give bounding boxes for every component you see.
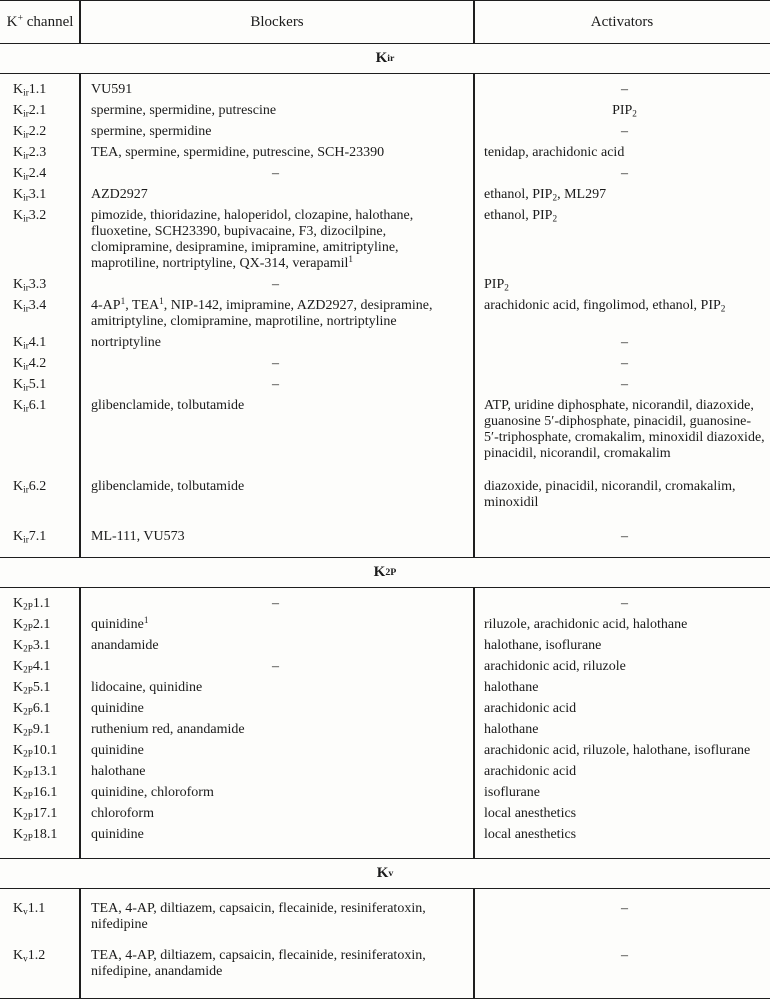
channel-cell: $K_{ir}6.1$ xyxy=(13,397,47,414)
table-row xyxy=(0,526,770,547)
activators-cell: – xyxy=(621,528,628,544)
blockers-cell: pimozide, thioridazine, haloperidol, clozapine, halothane, fluoxetine, SCH23390, bupivacaine, F3, dizocilpine, clomipramine, desipramine, imipramine, amitriptyline, maprotiline, nortriptyline, QX-314, verapamil$^1$ xyxy=(91,207,414,271)
channel-cell: $K_{2P}13.1$ xyxy=(13,763,58,780)
column-header-activators: Activators xyxy=(590,13,654,30)
blockers-cell: – xyxy=(272,376,279,392)
table-row xyxy=(0,894,770,941)
table-row xyxy=(0,656,770,677)
channel-cell: $K_{ir}1.1$ xyxy=(13,81,47,98)
activators-cell: ethanol, $PIP_2$, ML297 xyxy=(484,186,607,203)
channel-cell: $K_{ir}6.2$ xyxy=(13,478,47,495)
activators-cell: arachidonic acid, riluzole xyxy=(484,658,626,674)
section-header: K 2P xyxy=(0,558,770,588)
blockers-cell: – xyxy=(272,595,279,611)
activators-cell: – xyxy=(621,901,628,916)
blockers-cell: spermine, spermidine, putrescine xyxy=(91,102,277,118)
blockers-cell: AZD2927 xyxy=(91,186,148,202)
channel-cell: $K_{ir}4.1$ xyxy=(13,334,47,351)
activators-cell: – xyxy=(621,376,628,392)
activators-cell: $PIP_2$ xyxy=(484,276,509,293)
table-row xyxy=(0,824,770,845)
section-header: K ir xyxy=(0,44,770,74)
activators-cell: local anesthetics xyxy=(484,826,577,842)
table-row xyxy=(0,295,770,332)
activators-cell: ATP, uridine diphosphate, nicorandil, diazoxide, guanosine 5′-diphosphate, pinacidil, guanosine-5′-triphosphate, cromakalim, minoxidil diazoxide, pinacidil, nicorandil, cromakalim xyxy=(484,397,765,461)
activators-cell: – xyxy=(621,81,628,97)
channel-cell: $K_{2P}6.1$ xyxy=(13,700,51,717)
blockers-cell: quinidine xyxy=(91,742,144,758)
table-row xyxy=(0,353,770,374)
channel-cell: $K_{2P}2.1$ xyxy=(13,616,51,633)
channel-cell: $K_{ir}2.2$ xyxy=(13,123,47,140)
activators-cell: – xyxy=(621,355,628,371)
blockers-cell: quinidine, chloroform xyxy=(91,784,214,800)
table-row xyxy=(0,677,770,698)
activators-cell: arachidonic acid xyxy=(484,700,577,716)
table-row xyxy=(0,698,770,719)
activators-cell: riluzole, arachidonic acid, halothane xyxy=(484,616,688,632)
channel-cell: $K_{2P}10.1$ xyxy=(13,742,58,759)
table-row xyxy=(0,184,770,205)
activators-cell: – xyxy=(621,165,628,181)
blockers-cell: – xyxy=(272,165,279,181)
activators-cell: arachidonic acid, riluzole, halothane, isoflurane xyxy=(484,742,751,758)
channel-cell: $K_{2P}5.1$ xyxy=(13,679,51,696)
table-row xyxy=(0,719,770,740)
blockers-cell: halothane xyxy=(91,763,146,779)
blockers-cell: TEA, spermine, spermidine, putrescine, SCH-23390 xyxy=(91,144,385,160)
table-row xyxy=(0,142,770,163)
table-sections xyxy=(0,44,770,999)
activators-cell: ethanol, $PIP_2$ xyxy=(484,207,558,224)
channel-cell: $K_{ir}2.4$ xyxy=(13,165,47,182)
channel-cell: $K_{ir}3.3$ xyxy=(13,276,47,293)
blockers-cell: glibenclamide, tolbutamide xyxy=(91,397,245,413)
channel-cell: $K_v1.1$ xyxy=(13,901,46,917)
activators-cell: halothane, isoflurane xyxy=(484,637,602,653)
channel-cell: $K_{ir}4.2$ xyxy=(13,355,47,372)
table-row xyxy=(0,614,770,635)
table-row xyxy=(0,782,770,803)
blockers-cell: lidocaine, quinidine xyxy=(91,679,203,695)
table-header-row xyxy=(0,1,770,44)
channel-cell: $K_{2P}3.1$ xyxy=(13,637,51,654)
blockers-cell: TEA, 4-AP, diltiazem, capsaicin, flecainide, resiniferatoxin, nifedipine xyxy=(91,901,426,932)
table-row xyxy=(0,274,770,295)
column-header-channel: K+ channel xyxy=(6,12,74,30)
table-row xyxy=(0,635,770,656)
blockers-cell: $4-AP^1$, TEA$^1$, NIP-142, imipramine, AZD2927, desipramine, amitriptyline, clomipramine, maprotiline, nortriptyline xyxy=(91,295,433,329)
table-row xyxy=(0,395,770,464)
activators-cell: diazoxide, pinacidil, nicorandil, cromakalim, minoxidil xyxy=(484,478,736,510)
channel-cell: $K_{2P}1.1$ xyxy=(13,595,51,612)
channel-cell: $K_{ir}5.1$ xyxy=(13,376,47,393)
channel-cell: $K_{2P}17.1$ xyxy=(13,805,58,822)
channel-cell: $K_{ir}3.1$ xyxy=(13,186,47,203)
table-row xyxy=(0,476,770,513)
blockers-cell: – xyxy=(272,658,279,674)
channel-cell: $K_{2P}4.1$ xyxy=(13,658,51,675)
activators-cell: arachidonic acid xyxy=(484,763,577,779)
channel-cell: $K_{2P}16.1$ xyxy=(13,784,58,801)
table-row xyxy=(0,761,770,782)
section-body xyxy=(0,889,770,999)
activators-cell: arachidonic acid, fingolimod, ethanol, $PIP_2$ xyxy=(484,297,726,314)
table-row xyxy=(0,79,770,100)
table-row xyxy=(0,374,770,395)
table-row xyxy=(0,593,770,614)
activators-cell: $PIP_2$ xyxy=(612,102,637,119)
activators-cell: tenidap, arachidonic acid xyxy=(484,144,625,160)
table-row xyxy=(0,803,770,824)
activators-cell: isoflurane xyxy=(484,784,540,800)
activators-cell: – xyxy=(621,334,628,350)
channel-cell: $K_{2P}9.1$ xyxy=(13,721,51,738)
channel-cell: $K_{ir}3.4$ xyxy=(13,297,47,314)
blockers-cell: ruthenium red, anandamide xyxy=(91,721,245,737)
table-row xyxy=(0,100,770,121)
table-row xyxy=(0,121,770,142)
activators-cell: local anesthetics xyxy=(484,805,577,821)
blockers-cell: ML-111, VU573 xyxy=(91,528,185,544)
blockers-cell: VU591 xyxy=(91,81,133,97)
table-row xyxy=(0,740,770,761)
section-header: K v xyxy=(0,859,770,889)
activators-cell: – xyxy=(621,123,628,139)
blockers-cell: nortriptyline xyxy=(91,334,161,350)
section-body xyxy=(0,74,770,558)
channel-cell: $K_{ir}2.1$ xyxy=(13,102,47,119)
blockers-cell: anandamide xyxy=(91,637,159,653)
section-body xyxy=(0,588,770,859)
table-row xyxy=(0,163,770,184)
channel-cell: $K_{2P}18.1$ xyxy=(13,826,58,843)
table-row xyxy=(0,332,770,353)
channel-cell: $K_{ir}7.1$ xyxy=(13,528,47,545)
activators-cell: – xyxy=(621,595,628,611)
activators-cell: – xyxy=(621,948,628,963)
channel-cell: $K_{ir}3.2$ xyxy=(13,207,47,224)
channel-cell: $K_{ir}2.3$ xyxy=(13,144,47,161)
blockers-cell: spermine, spermidine xyxy=(91,123,212,139)
activators-cell: halothane xyxy=(484,679,539,695)
column-header-blockers: Blockers xyxy=(250,13,304,30)
table-row xyxy=(0,205,770,274)
channel-cell: $K_v1.2$ xyxy=(13,948,46,964)
activators-cell: halothane xyxy=(484,721,539,737)
blockers-cell: quinidine$^1$ xyxy=(91,614,149,632)
blockers-cell: quinidine xyxy=(91,826,144,842)
blockers-cell: glibenclamide, tolbutamide xyxy=(91,478,245,494)
blockers-cell: – xyxy=(272,355,279,371)
blockers-cell: quinidine xyxy=(91,700,144,716)
blockers-cell: TEA, 4-AP, diltiazem, capsaicin, flecainide, resiniferatoxin, nifedipine, anandamide xyxy=(91,948,426,979)
table-row xyxy=(0,941,770,988)
blockers-cell: – xyxy=(272,276,279,292)
blockers-cell: chloroform xyxy=(91,805,154,821)
